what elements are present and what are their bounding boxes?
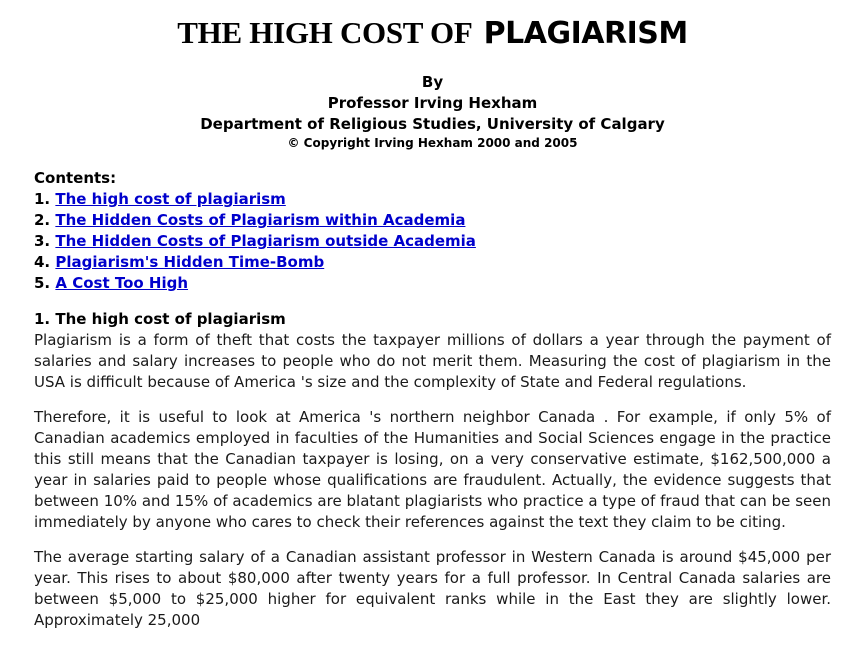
body-paragraph: Plagiarism is a form of theft that costs the taxpayer millions of dollars a year through the payment of salaries and salary increases to people who do not merit them. Measuring the cost of plagiarism in the USA is difficult because of America 's size and the complexity of State and Federal regulations.	[34, 331, 831, 391]
byline-by: By	[421, 73, 444, 91]
contents-item-number: 1.	[34, 190, 51, 208]
contents-item	[34, 189, 831, 210]
body-paragraph: Therefore, it is useful to look at America 's northern neighbor Canada . For example, if only 5% of Canadian academics employed in faculties of the Humanities and Social Sciences engage in the practice this still means that the Canadian taxpayer is losing, on a very conservative estimate, $162,500,000 a year in salaries paid to people whose qualifications are fraudulent. Actually, the evidence suggests that between 10% and 15% of academics are blatant plagiarists who practice a type of fraud that can be seen immediately by anyone who cares to check their references against the text they claim to be citing.	[34, 408, 831, 531]
contents-item-number: 5.	[34, 274, 51, 292]
byline-copyright: © Copyright Irving Hexham 2000 and 2005	[287, 136, 578, 150]
contents-item	[34, 273, 831, 294]
contents-link-within-academia[interactable]: The Hidden Costs of Plagiarism within Academia	[55, 211, 466, 229]
title-part-sans: PLAGIARISM	[483, 16, 688, 51]
contents-item-number: 2.	[34, 211, 51, 229]
contents-link-cost-too-high[interactable]: A Cost Too High	[55, 274, 189, 292]
contents-link-outside-academia[interactable]: The Hidden Costs of Plagiarism outside Academia	[55, 232, 476, 250]
contents-item	[34, 210, 831, 231]
section-heading: 1. The high cost of plagiarism	[34, 310, 286, 328]
byline	[34, 72, 831, 152]
contents-link-time-bomb[interactable]: Plagiarism's Hidden Time-Bomb	[55, 253, 325, 271]
title-part-serif: THE HIGH COST OF	[177, 15, 473, 50]
contents-item	[34, 231, 831, 252]
contents-heading: Contents:	[34, 169, 117, 187]
contents-item-number: 4.	[34, 253, 51, 271]
contents-item	[34, 252, 831, 273]
table-of-contents	[34, 168, 831, 294]
document-page	[34, 0, 831, 645]
byline-department: Department of Religious Studies, University of Calgary	[200, 115, 665, 133]
page-title	[34, 0, 831, 58]
contents-item-number: 3.	[34, 232, 51, 250]
body-paragraph: The average starting salary of a Canadian assistant professor in Western Canada is around $45,000 per year. This rises to about $80,000 after twenty years for a full professor. In Central Canada salaries are between $5,000 to $25,000 higher for equivalent ranks while in the East they are slightly lower. Approximately 25,000	[34, 548, 831, 629]
contents-link-high-cost[interactable]: The high cost of plagiarism	[55, 190, 286, 208]
byline-author: Professor Irving Hexham	[327, 94, 538, 112]
